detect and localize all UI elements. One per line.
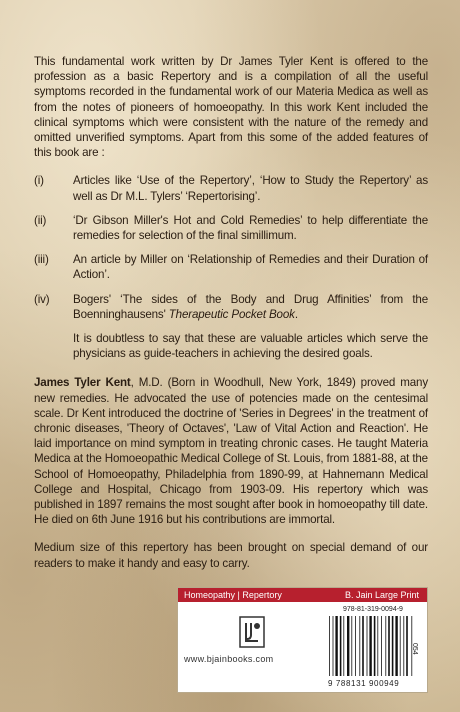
feature-text: Articles like ‘Use of the Repertory’, ‘How to Study the Repertory’ as well as Dr M.L. Tylers’ ‘Repertorising’. bbox=[73, 174, 428, 203]
feature-number: (i) bbox=[34, 174, 44, 188]
intro-paragraph: This fundamental work written by Dr James Tyler Kent is offered to the profession as a basic Repertory and is a compilation of all the useful symptoms recorded in the fundamental work of our Materia Medica as well as from the notes of pioneers of homoeopathy. In this work Kent included the clinical symptoms which were consistent with the nature of the remedy and omitted unverified symptoms. Apart from this some of the added features of this book are : bbox=[34, 55, 428, 160]
feature-number: (iv) bbox=[34, 292, 50, 306]
price-code: 054 bbox=[411, 643, 418, 655]
bio-text: , M.D. (Born in Woodhull, New York, 1849) proved many new remedies. He advocated the use of potencies made on the centesimal scale. Dr Kent introduced the doctrine of 'Series in Degrees' in the treatment of chronic diseases, 'Theory of Octaves', 'Law of Vital Action and Reaction'. He laid importance on mind symptom in treating chronic cases. He taught Materia Medica at the Homoeopathic Medical College of St. Louis, from 1881-88, at the School of Homoeopathy, Philadelphia from 1890-99, at Hahnemann Medical College and Hospital, Chicago from 1903-09. His repertory which was published in 1897 remains the most sought after book in homoeopathy till date. He died on 6th June 1916 but his contributions are immortal. bbox=[34, 376, 428, 527]
barcode-number: 9 788131 900949 bbox=[328, 679, 400, 688]
book-title: Therapeutic Pocket Book bbox=[168, 307, 295, 321]
isbn-text: 978-81-319-0094-9 bbox=[343, 606, 403, 613]
feature-item bbox=[34, 173, 428, 203]
feature-number: (ii) bbox=[34, 213, 47, 227]
feature-text bbox=[73, 293, 428, 321]
feature-item bbox=[34, 292, 428, 322]
category-band bbox=[178, 588, 427, 602]
author-name: James Tyler Kent bbox=[34, 376, 131, 390]
feature-number: (iii) bbox=[34, 253, 49, 267]
blurb-text bbox=[34, 54, 428, 584]
feature-item bbox=[34, 252, 428, 282]
barcode-icon bbox=[328, 616, 414, 676]
feature-item bbox=[34, 213, 428, 243]
publisher-logo-icon bbox=[238, 615, 266, 649]
feature-text: ‘Dr Gibson Miller's Hot and Cold Remedies’ to help differentiate the remedies for selection of the final simillimum. bbox=[73, 213, 428, 243]
doubtless-paragraph: It is doubtless to say that these are valuable articles which serve the physicians as guide-teachers in achieving the desired goals. bbox=[73, 332, 428, 361]
website-url: www.bjainbooks.com bbox=[184, 654, 274, 664]
feature-text-part: . bbox=[294, 307, 298, 321]
feature-text-part: Bogers' ‘The sides of the Body and Drug Affinities’ from the Boenninghausens' bbox=[73, 292, 428, 321]
closing-paragraph: Medium size of this repertory has been brought on special demand of our readers to make it handy and easy to carry. bbox=[34, 541, 428, 570]
series-label: B. Jain Large Print bbox=[344, 590, 419, 600]
bio-paragraph bbox=[34, 375, 428, 527]
category-label: Homeopathy | Repertory bbox=[184, 590, 282, 600]
barcode-panel bbox=[177, 587, 428, 693]
feature-text: An article by Miller on ‘Relationship of Remedies and their Duration of Action’. bbox=[73, 253, 428, 282]
